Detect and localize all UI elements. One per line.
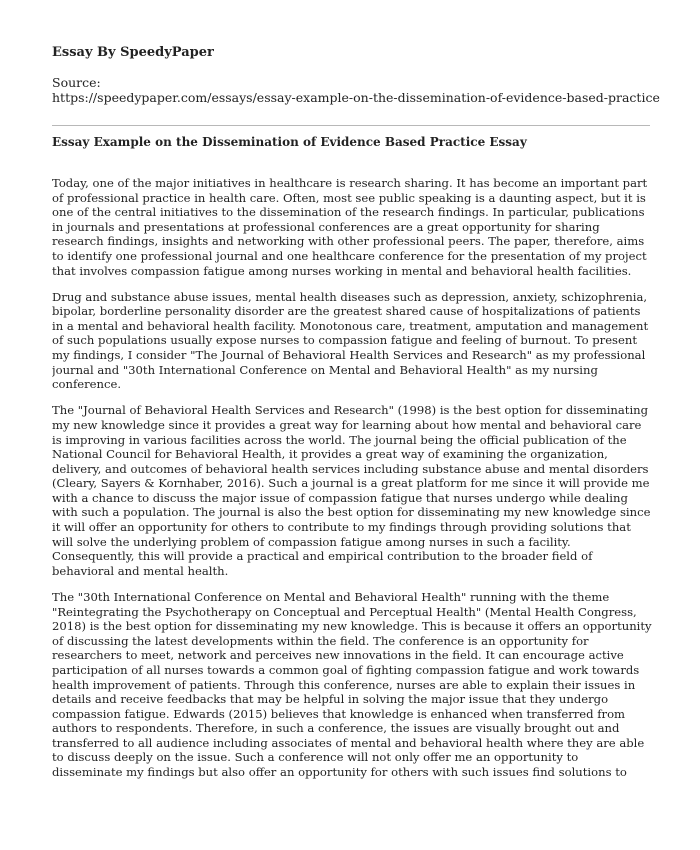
source-url[interactable]: https://speedypaper.com/essays/essay-example-on-the-dissemination-of-evidence-based-practice bbox=[52, 90, 660, 105]
paragraph-1: Today, one of the major initiatives in healthcare is research sharing. It has become an important part of professional practice in health care. Often, most see public speaking is a daunting aspect, but it is one of the central initiatives to the dissemination of the research findings. In particular, publications in journals and presentations at professional conferences are a great opportunity for sharing research findings, insights and networking with other professional peers. The paper, therefore, aims to identify one professional journal and one healthcare conference for the presentation of my project that involves compassion fatigue among nurses working in mental and behavioral health facilities. bbox=[52, 176, 648, 278]
paragraph-2: Drug and substance abuse issues, mental health diseases such as depression, anxiety, schizophrenia, bipolar, borderline personality disorder are the greatest shared cause of hospitalizations of patients in a mental and behavioral health facility. Monotonous care, treatment, amputation and management of such populations usually expose nurses to compassion fatigue and feeling of burnout. To present my findings, I consider "The Journal of Behavioral Health Services and Research" as my professional journal and "30th International Conference on Mental and Behavioral Health" as my nursing conference. bbox=[52, 289, 649, 392]
paragraph-4: The "30th International Conference on Mental and Behavioral Health" running with the theme "Reintegrating the Psychotherapy on Conceptual and Perceptual Health" (Mental Health Congress, 2018) is the best option for disseminating my new knowledge. This is because it offers an opportunity of discussing the latest developments within the field. The conference is an opportunity for researchers to meet, network and perceives new innovations in the field. It can encourage active participation of all nurses towards a common goal of fighting compassion fatigue and work towards health improvement of patients. Through this conference, nurses are able to explain their issues in details and receive feedbacks that may be helpful in solving the major issue that they undergo compassion fatigue. Edwards (2015) believes that knowledge is enhanced when transferred from authors to respondents. Therefore, in such a conference, the issues are visually brought out and transferred to all audience including associates of mental and behavioral health where they are able to discuss deeply on the issue. Such a conference will not only offer me an opportunity to disseminate my findings but also offer an opportunity for others with such issues find solutions to bbox=[52, 589, 652, 780]
document-title: Essay By SpeedyPaper bbox=[52, 45, 214, 60]
divider bbox=[52, 125, 650, 126]
paragraph-3: The "Journal of Behavioral Health Services and Research" (1998) is the best option for disseminating my new knowledge since it provides a great way for learning about how mental and behavioral care is improving in various facilities across the world. The journal being the official publication of the National Council for Behavioral Health, it provides a great way of examining the organization, delivery, and outcomes of behavioral health services including substance abuse and mental disorders (Cleary, Sayers & Kornhaber, 2016). Such a journal is a great platform for me since it will provide me with a chance to discuss the major issue of compassion fatigue that nurses undergo while dealing with such a population. The journal is also the best option for disseminating my new knowledge since it will offer an opportunity for others to contribute to my findings through providing solutions that will solve the underlying problem of compassion fatigue among nurses in such a facility. Consequently, this will provide a practical and empirical contribution to the broader field of behavioral and mental health. bbox=[52, 403, 651, 578]
essay-body bbox=[52, 176, 652, 850]
essay-title: Essay Example on the Dissemination of Evidence Based Practice Essay bbox=[52, 135, 527, 149]
source-label: Source: bbox=[52, 75, 101, 90]
